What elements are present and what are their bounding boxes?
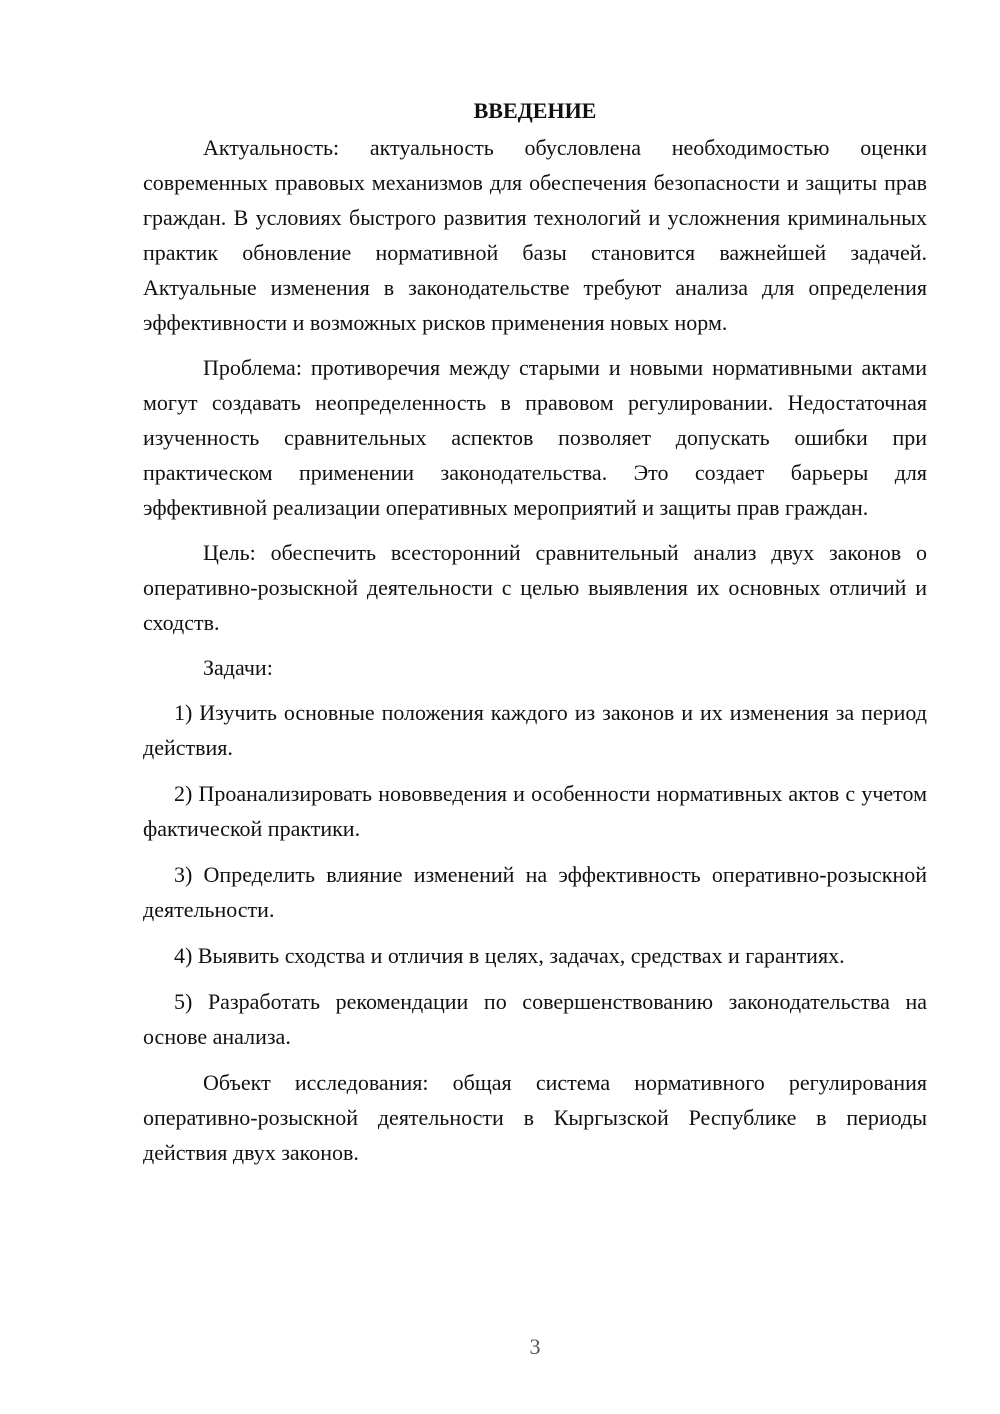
paragraph-object: Объект исследования: общая система нормативного регулирования оперативно-розыскной деятельности в Кыргызской Республике в периоды действия двух законов. — [143, 1070, 927, 1165]
tasks-heading: Задачи: — [203, 655, 273, 680]
section-title: ВВЕДЕНИЕ — [473, 98, 597, 123]
task-item-4: 4) Выявить сходства и отличия в целях, задачах, средствах и гарантиях. — [174, 943, 845, 968]
task-item-5: 5) Разработать рекомендации по совершенствованию законодательства на основе анализа. — [143, 989, 927, 1049]
paragraph-relevance: Актуальность: актуальность обусловлена необходимостью оценки современных правовых механизмов для обеспечения безопасности и защиты прав граждан. В условиях быстрого развития технологий и усложнения криминальных практик обновление нормативной базы становится важнейшей задачей. Актуальные изменения в законодательстве требуют анализа для определения эффективности и возможных рисков применения новых норм. — [143, 135, 927, 335]
paragraph-goal: Цель: обеспечить всесторонний сравнительный анализ двух законов о оперативно-розыскной деятельности с целью выявления их основных отличий и сходств. — [143, 540, 927, 635]
document-page — [143, 96, 927, 1180]
task-item-3: 3) Определить влияние изменений на эффективность оперативно-розыскной деятельности. — [143, 862, 927, 922]
task-item-1: 1) Изучить основные положения каждого из законов и их изменения за период действия. — [143, 700, 927, 760]
page-number: 3 — [529, 1334, 541, 1359]
paragraph-problem: Проблема: противоречия между старыми и новыми нормативными актами могут создавать неопределенность в правовом регулировании. Недостаточная изученность сравнительных аспектов позволяет допускать ошибки при практическом применении законодательства. Это создает барьеры для эффективной реализации оперативных мероприятий и защиты прав граждан. — [143, 355, 927, 520]
task-item-2: 2) Проанализировать нововведения и особенности нормативных актов с учетом фактической практики. — [143, 781, 927, 841]
